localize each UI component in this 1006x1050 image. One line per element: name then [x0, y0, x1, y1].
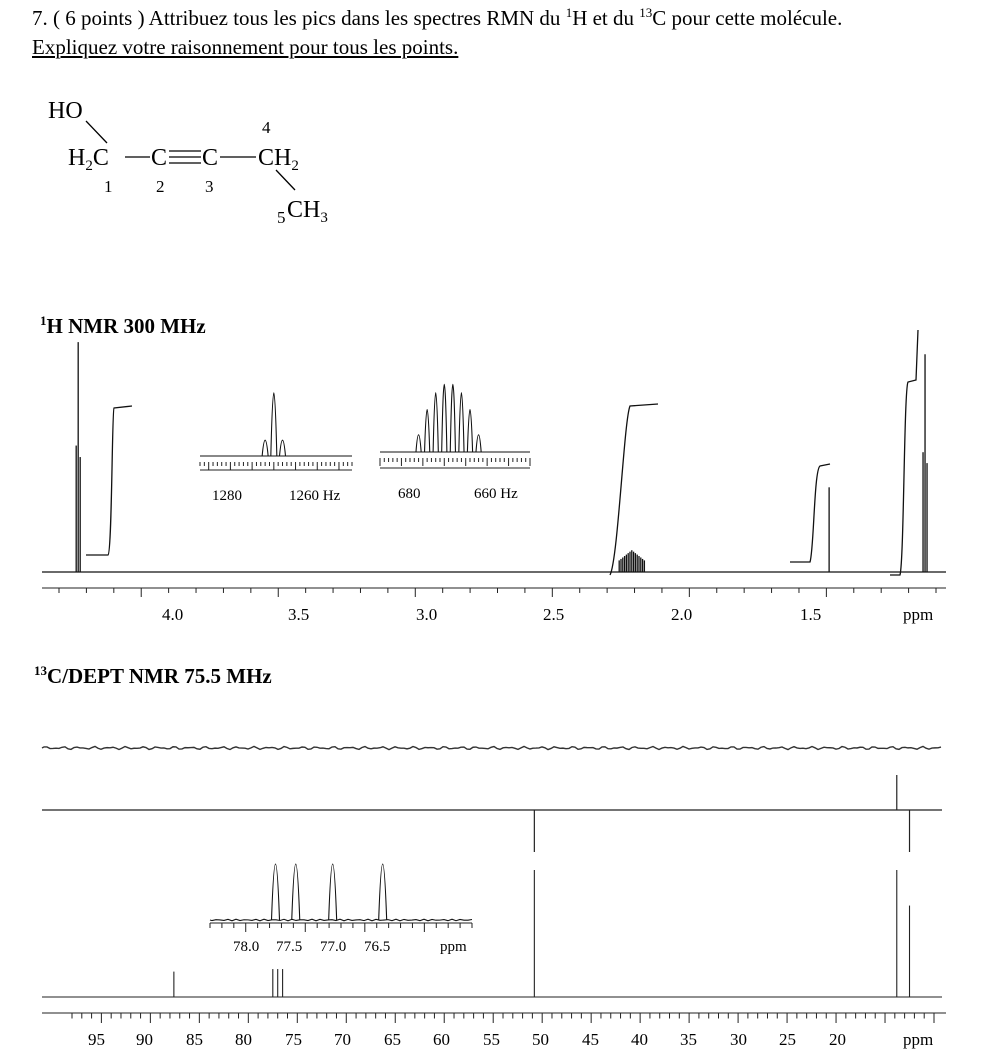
question-text-a: Attribuez tous les pics dans les spectres RMN du — [144, 6, 566, 30]
c-tick-label: 25 — [779, 1030, 796, 1049]
bond-o-c1 — [86, 121, 107, 143]
h-inset-2-peak — [425, 410, 430, 452]
h-inset-2-peak — [450, 384, 455, 452]
c-axis-unit: ppm — [903, 1030, 934, 1049]
c-inset-peak — [379, 864, 387, 920]
h-inset-2-tick-label: 680 — [398, 486, 421, 502]
c-inset-tick-label: 76.5 — [364, 939, 391, 955]
carbon-label-5: 5 — [277, 208, 286, 227]
h-integral — [610, 404, 658, 575]
c-inset-peak — [292, 864, 300, 920]
question-text-b: et du — [587, 6, 640, 30]
carbon-label-4: 4 — [262, 118, 271, 137]
h-inset-2-peak — [416, 435, 421, 452]
c-nmr-title: $^{13}$C/DEPT NMR 75.5 MHz — [34, 663, 272, 688]
superscript-13: 13 — [639, 5, 653, 20]
h-inset-1-peak — [271, 393, 277, 456]
c-tick-label: 35 — [680, 1030, 697, 1049]
question-text-c: pour cette molécule. — [666, 6, 843, 30]
h-inset-2-tick-label: 660 Hz — [474, 486, 518, 502]
c-inset-ticks — [210, 923, 472, 932]
c-inset-baseline — [210, 919, 472, 921]
atom-c4: $CH_2$ — [258, 145, 299, 174]
c-nmr-tick-labels — [88, 1030, 933, 1049]
h-tick-label: 3.0 — [416, 605, 438, 624]
dept-135-trace — [42, 775, 942, 852]
c-tick-label: 20 — [829, 1030, 846, 1049]
atom-c5: $CH_3$ — [287, 197, 328, 226]
h-inset-2-ticks — [380, 458, 530, 466]
question-h: H — [572, 6, 588, 30]
c13-trace — [42, 870, 942, 997]
h-inset-2-peak — [467, 410, 472, 452]
c-tick-label: 90 — [136, 1030, 153, 1049]
h-inset-1-tick-label: 1260 Hz — [289, 488, 341, 504]
h-tick-label: 3.5 — [288, 605, 310, 624]
atom-ho: HO — [48, 98, 83, 124]
carbon-label-3: 3 — [205, 177, 214, 196]
c-nmr-ticks — [72, 1013, 934, 1023]
h-inset-1-trace — [200, 393, 352, 456]
h-inset-2-peak — [442, 384, 447, 452]
h-nmr-tick-labels — [162, 605, 933, 624]
dept-90-trace — [42, 746, 941, 749]
h-inset-1-peak — [280, 440, 286, 456]
c-tick-label: 70 — [334, 1030, 351, 1049]
c-inset-tick-label: 77.0 — [320, 939, 347, 955]
question-line-2: Expliquez votre raisonnement pour tous les points. — [32, 35, 459, 59]
c-tick-label: 45 — [582, 1030, 599, 1049]
h-tick-label: 2.0 — [671, 605, 693, 624]
c-inset — [210, 864, 472, 955]
h-inset-2-peak — [476, 435, 481, 452]
h-inset-1-tick-label: 1280 — [212, 488, 242, 504]
atom-c2: C — [151, 145, 168, 171]
h-inset-2-trace — [380, 384, 530, 452]
h-inset-1-ticks — [200, 462, 352, 470]
c-tick-label: 50 — [532, 1030, 549, 1049]
c-inset-peak — [272, 864, 280, 920]
c-tick-label: 75 — [285, 1030, 302, 1049]
c-tick-label: 60 — [433, 1030, 450, 1049]
carbon-label-1: 1 — [104, 177, 113, 196]
h-tick-label: 4.0 — [162, 605, 184, 624]
question-c: C — [652, 6, 667, 30]
h-nmr-title: $^1$H NMR 300 MHz — [40, 313, 206, 338]
h-axis-unit: ppm — [903, 605, 934, 624]
c-tick-label: 85 — [186, 1030, 203, 1049]
superscript-1: 1 — [565, 5, 573, 20]
c-inset-peak — [329, 864, 337, 920]
question-number: 7. — [32, 6, 48, 30]
c-inset-trace — [210, 864, 472, 921]
atom-c3: C — [202, 145, 219, 171]
h-tick-label: 2.5 — [543, 605, 565, 624]
h-inset-1-peak — [262, 440, 268, 456]
carbon-label-2: 2 — [156, 177, 165, 196]
h-inset-2-peak — [433, 393, 438, 452]
h-integral — [86, 406, 132, 555]
h-inset-2 — [380, 384, 530, 502]
h-inset-1 — [200, 393, 352, 504]
h-tick-label: 1.5 — [800, 605, 822, 624]
h-inset-2-peak — [459, 393, 464, 452]
h-nmr-ticks — [59, 588, 936, 597]
c-inset-unit: ppm — [440, 939, 467, 955]
c-inset-tick-label: 77.5 — [276, 939, 303, 955]
c-tick-label: 65 — [384, 1030, 401, 1049]
c-tick-label: 80 — [235, 1030, 252, 1049]
h-integral — [890, 330, 918, 575]
c-inset-tick-label: 78.0 — [233, 939, 260, 955]
molecule-structure — [48, 98, 328, 227]
c-tick-label: 30 — [730, 1030, 747, 1049]
c-tick-label: 55 — [483, 1030, 500, 1049]
h-nmr-spectrum — [40, 313, 946, 624]
h-integral — [790, 464, 830, 562]
atom-c1: $H_2C$ — [68, 145, 109, 174]
c-nmr-spectrum — [34, 663, 946, 1049]
c-tick-label: 40 — [631, 1030, 648, 1049]
c-tick-label: 95 — [88, 1030, 105, 1049]
question-points: ( 6 points ) — [53, 6, 145, 30]
